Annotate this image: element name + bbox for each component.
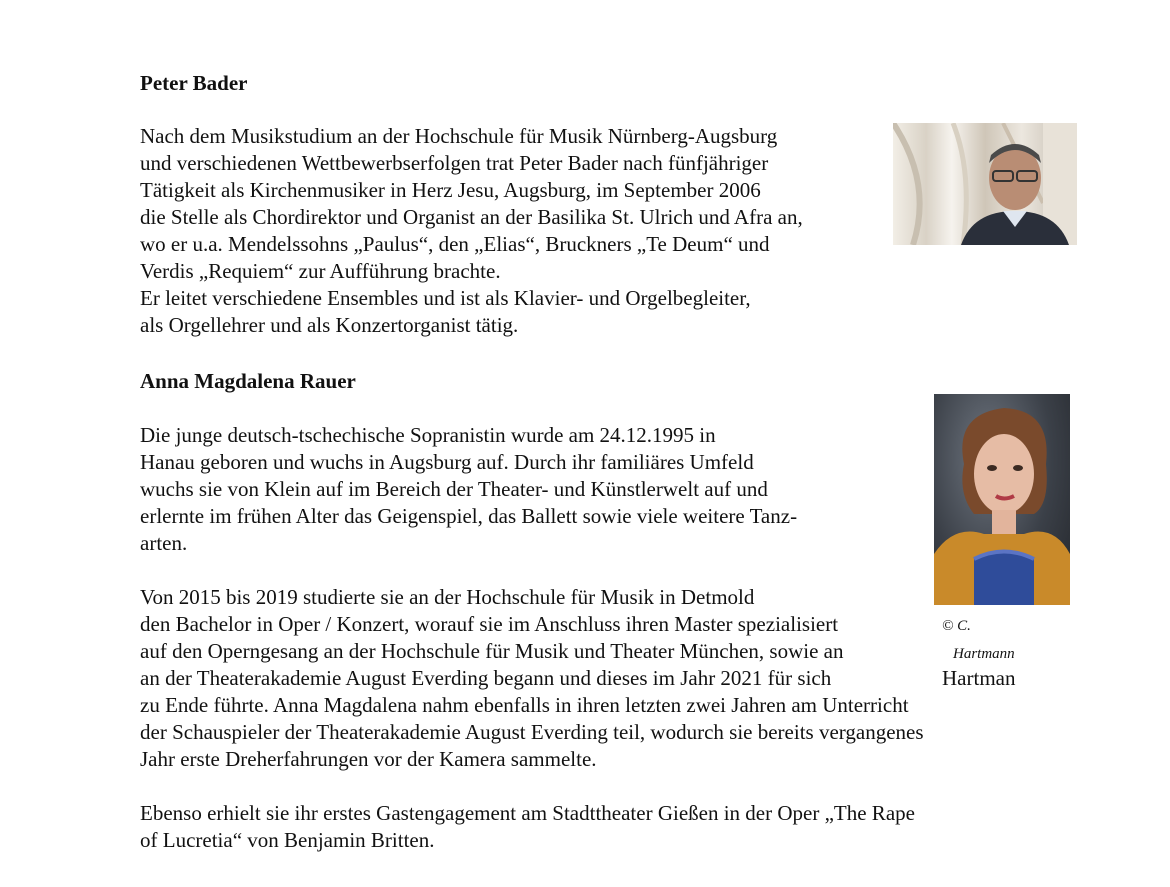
bio-line: erlernte im frühen Alter das Geigenspiel, das Ballett sowie viele weitere Tanz- (140, 504, 798, 528)
portrait-peter-bader-image (893, 123, 1077, 245)
bio-line: an der Theaterakademie August Everding begann und dieses im Jahr 2021 für sich (140, 666, 832, 690)
bio-line: Verdis „Requiem“ zur Aufführung brachte. (140, 259, 501, 283)
portrait-anna-image (934, 394, 1070, 605)
bio-line: Die junge deutsch-tschechische Sopranistin wurde am 24.12.1995 in (140, 423, 716, 447)
bio-line: Hanau geboren und wuchs in Augsburg auf. Durch ihr familiäres Umfeld (140, 450, 754, 474)
bio-line: Jahr erste Dreherfahrungen vor der Kamera sammelte. (140, 747, 597, 771)
bio-line: Ebenso erhielt sie ihr erstes Gastengagement am Stadttheater Gießen in der Oper „The Rape (140, 801, 915, 825)
bio-line: Nach dem Musikstudium an der Hochschule für Musik Nürnberg-Augsburg (140, 124, 778, 148)
photo-credit-line-2: Hartmann (953, 646, 1015, 662)
bio-line: zu Ende führte. Anna Magdalena nahm ebenfalls in ihren letzten zwei Jahren am Unterricht (140, 693, 909, 717)
bio-line: die Stelle als Chordirektor und Organist an der Basilika St. Ulrich und Afra an, (140, 205, 803, 229)
bio-line: Tätigkeit als Kirchenmusiker in Herz Jesu, Augsburg, im September 2006 (140, 178, 761, 202)
bio-line: wo er u.a. Mendelssohns „Paulus“, den „Elias“, Bruckners „Te Deum“ und (140, 232, 770, 256)
bio-line: als Orgellehrer und als Konzertorganist tätig. (140, 313, 519, 337)
bio-line: der Schauspieler der Theaterakademie August Everding teil, wodurch sie bereits vergangenes (140, 720, 924, 744)
photo-credit-line-3: Hartman (942, 666, 1016, 690)
bio-line: wuchs sie von Klein auf im Bereich der Theater- und Künstlerwelt auf und (140, 477, 768, 501)
heading-peter-bader: Peter Bader (140, 71, 248, 95)
bio-line: Er leitet verschiedene Ensembles und ist als Klavier- und Orgelbegleiter, (140, 286, 751, 310)
bio-line: und verschiedenen Wettbewerbserfolgen trat Peter Bader nach fünfjähriger (140, 151, 769, 175)
portrait-peter-bader (893, 123, 1077, 245)
bio-line: den Bachelor in Oper / Konzert, worauf sie im Anschluss ihren Master spezialisiert (140, 612, 839, 636)
bio-line: Von 2015 bis 2019 studierte sie an der Hochschule für Musik in Detmold (140, 585, 755, 609)
heading-anna-magdalena-rauer: Anna Magdalena Rauer (140, 369, 356, 393)
photo-credit-line-1: © C. (942, 618, 971, 634)
bio-line: of Lucretia“ von Benjamin Britten. (140, 828, 435, 852)
bio-line: auf den Operngesang an der Hochschule für Musik und Theater München, sowie an (140, 639, 844, 663)
bio-line: arten. (140, 531, 188, 555)
portrait-anna-magdalena-rauer (934, 394, 1070, 605)
